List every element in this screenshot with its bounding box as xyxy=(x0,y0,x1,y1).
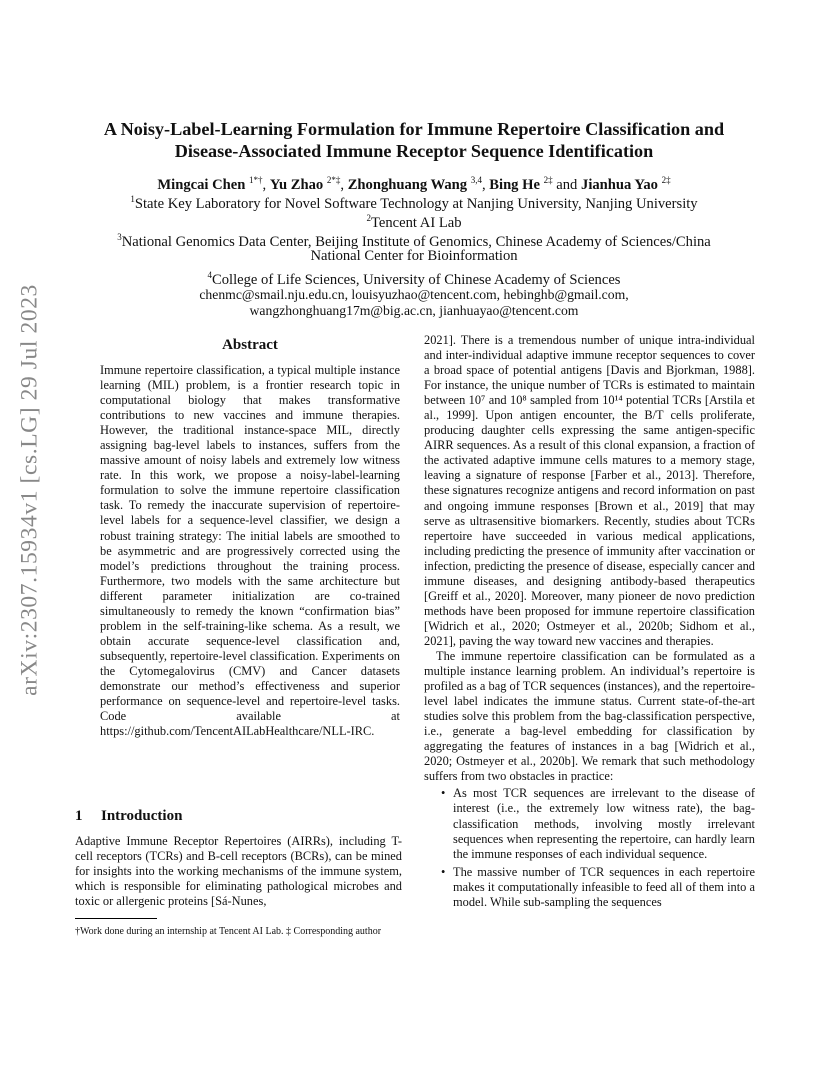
bullet-icon: • xyxy=(441,786,446,801)
arxiv-identifier-stamp xyxy=(6,284,54,696)
author-name: Zhonghuang Wang xyxy=(347,176,468,193)
and-conjunction: and xyxy=(556,176,578,193)
footnote: †Work done during an internship at Tencent AI Lab. ‡ Corresponding author xyxy=(75,926,382,937)
affiliation-text: National Center for Bioinformation xyxy=(310,248,518,264)
abstract-heading: Abstract xyxy=(222,337,278,353)
section-heading xyxy=(75,808,182,825)
paper-title xyxy=(40,118,788,162)
bullet-item xyxy=(424,865,755,910)
affiliation-text: State Key Laboratory for Novel Software Technology at Nanjing University, Nanjing University xyxy=(134,195,698,212)
footnote-rule xyxy=(75,918,157,919)
author-affil-marker: 2‡ xyxy=(543,175,553,185)
title-line-1: A Noisy-Label-Learning Formulation for Immune Repertoire Classification and xyxy=(103,119,725,139)
section-number: 1 xyxy=(75,808,83,824)
right-column xyxy=(424,333,755,913)
author-affil-marker: 3,4 xyxy=(470,175,482,185)
author-affil-marker: 1*† xyxy=(249,175,263,185)
affiliation-marker: 2 xyxy=(366,213,371,223)
affiliation-text: Tencent AI Lab xyxy=(370,214,462,231)
author-name: Mingcai Chen xyxy=(157,176,246,193)
author-emails-line-2: wangzhonghuang17m@big.ac.cn, jianhuayao@tencent.com xyxy=(249,303,579,318)
affiliation xyxy=(40,247,788,266)
section-title: Introduction xyxy=(101,808,183,824)
author-list: Mingcai Chen $^{1*\dagger}$, Yu Zhao $^{2*\ddagger}$, Zhonghuang Wang $^{3,4}$, Bing He $^{2\ddagger}$ and Jianhua Yao $^{2\ddagger}$ xyxy=(157,175,671,193)
author-name: Jianhua Yao xyxy=(581,176,658,193)
bullet-text: The massive number of TCR sequences in each repertoire makes it computationally infeasible to feed all of them into a model. While sub-sampling the sequences xyxy=(453,864,755,909)
bullet-icon: • xyxy=(441,864,446,879)
body-paragraph: 2021]. There is a tremendous number of unique intra-individual and inter-individual adaptive immune receptor sequences to cover a broad space of potential antigens [Davis and Bjorkman, 1988]. For instance, the unique number of TCRs is estimated to maintain between 10⁷ and 10⁸ sampled from 10¹⁴ potential TCRs [Arstila et al., 1999]. Upon antigen encounter, the B/T cells proliferate, producing daughter cells expressing the same antigen-specific AIRR sequences. As a result of this clonal expansion, a fraction of the activated adaptive immune cells matures to a memory stage, leaving a signature of response [Farber et al., 2013]. Therefore, these signatures recognize antigens and record information on past and ongoing immune responses [Brown et al., 2019] that may serve as ultrasensitive biomarkers. Recently, studies about TCRs repertoire have succeeded in various medical applications, including predicting the presence of immunity after vaccination or infection, predicting the presence of disease, especially cancer and immune diseases, and designing antibody-based therapeutics [Greiff et al., 2020]. Moreover, many pioneer de novo prediction methods have been proposed for immune repertoire classification [Widrich et al., 2020; Ostmeyer et al., 2020b; Sidhom et al., 2021], paving the way toward new vaccines and therapies. xyxy=(424,333,755,648)
body-paragraph: The immune repertoire classification can be formulated as a multiple instance learning problem. An individual’s repertoire is profiled as a bag of TCR sequences (instances), and the repertoire-level label indicates the immune status. Current state-of-the-art studies solve this problem from the bag-classification perspective, i.e., generate a bag-level embedding for classification by aggregating the features of instances in a bag [Widrich et al., 2020; Ostmeyer et al., 2020b]. We remark that such methodology suffers from two obstacles in practice: xyxy=(424,648,755,784)
author-name: Yu Zhao xyxy=(269,176,324,193)
affiliation-text: National Genomics Data Center, Beijing Institute of Genomics, Chinese Academy of Sciences/China xyxy=(121,233,711,250)
affiliation-marker: 1 xyxy=(130,194,135,204)
bullet-item xyxy=(424,786,755,861)
author-emails-line-1: chenmc@smail.nju.edu.cn, louisyuzhao@tencent.com, hebinghb@gmail.com, xyxy=(199,287,629,302)
author-name: Bing He xyxy=(489,176,540,193)
author-affil-marker: 2*‡ xyxy=(326,175,341,185)
author-affil-marker: 2‡ xyxy=(661,175,671,185)
intro-paragraph: Adaptive Immune Receptor Repertoires (AIRRs), including T-cell receptors (TCRs) and B-cell receptors (BCRs), can be mined for insights into the working mechanisms of the immune system, which is responsible for eliminating pathological microbes and toxic or allergenic proteins [Sá-Nunes, xyxy=(75,834,402,909)
title-line-2: Disease-Associated Immune Receptor Sequence Identification xyxy=(174,141,654,161)
affiliation-marker: 4 xyxy=(207,270,212,280)
bullet-list xyxy=(424,786,755,909)
affiliation-marker: 3 xyxy=(117,232,122,242)
affiliation-text: College of Life Sciences, University of Chinese Academy of Sciences xyxy=(211,271,621,288)
bullet-text: As most TCR sequences are irrelevant to the disease of interest (i.e., the extremely low witness rate), the bag-classification methods, involving mostly irrelevant sequences when representing the repertoire, can hardly learn the immune responses of each individual sequence. xyxy=(453,786,755,861)
arxiv-id-text: arXiv:2307.15934v1 [cs.LG] 29 Jul 2023 xyxy=(16,284,43,696)
abstract-body: Immune repertoire classification, a typical multiple instance learning (MIL) problem, is a frontier research topic in computational biology that makes transformative contributions to new vaccines and immune therapies. However, the traditional instance-space MIL, directly assigning bag-level labels to instances, suffers from the massive amount of noisy labels and extremely low witness rate. In this work, we propose a noisy-label-learning formulation to solve the immune repertoire classification task. To remedy the inaccurate supervision of repertoire-level labels for a sequence-level classifier, we design a robust training strategy: The initial labels are smoothed to be asymmetric and are progressively corrected using the model’s predictions throughout the training process. Furthermore, two models with the same architecture but different parameter initialization are co-trained simultaneously to remedy the known “confirmation bias” problem in the self-training-like schema. As a result, we obtain accurate sequence-level classification and, subsequently, repertoire-level classification. Experiments on the Cytomegalovirus (CMV) and Cancer datasets demonstrate our method’s effectiveness and superior performance on sequence-level and repertoire-level tasks. Code available at https://github.com/TencentAILabHealthcare/NLL-IRC. xyxy=(100,363,400,739)
